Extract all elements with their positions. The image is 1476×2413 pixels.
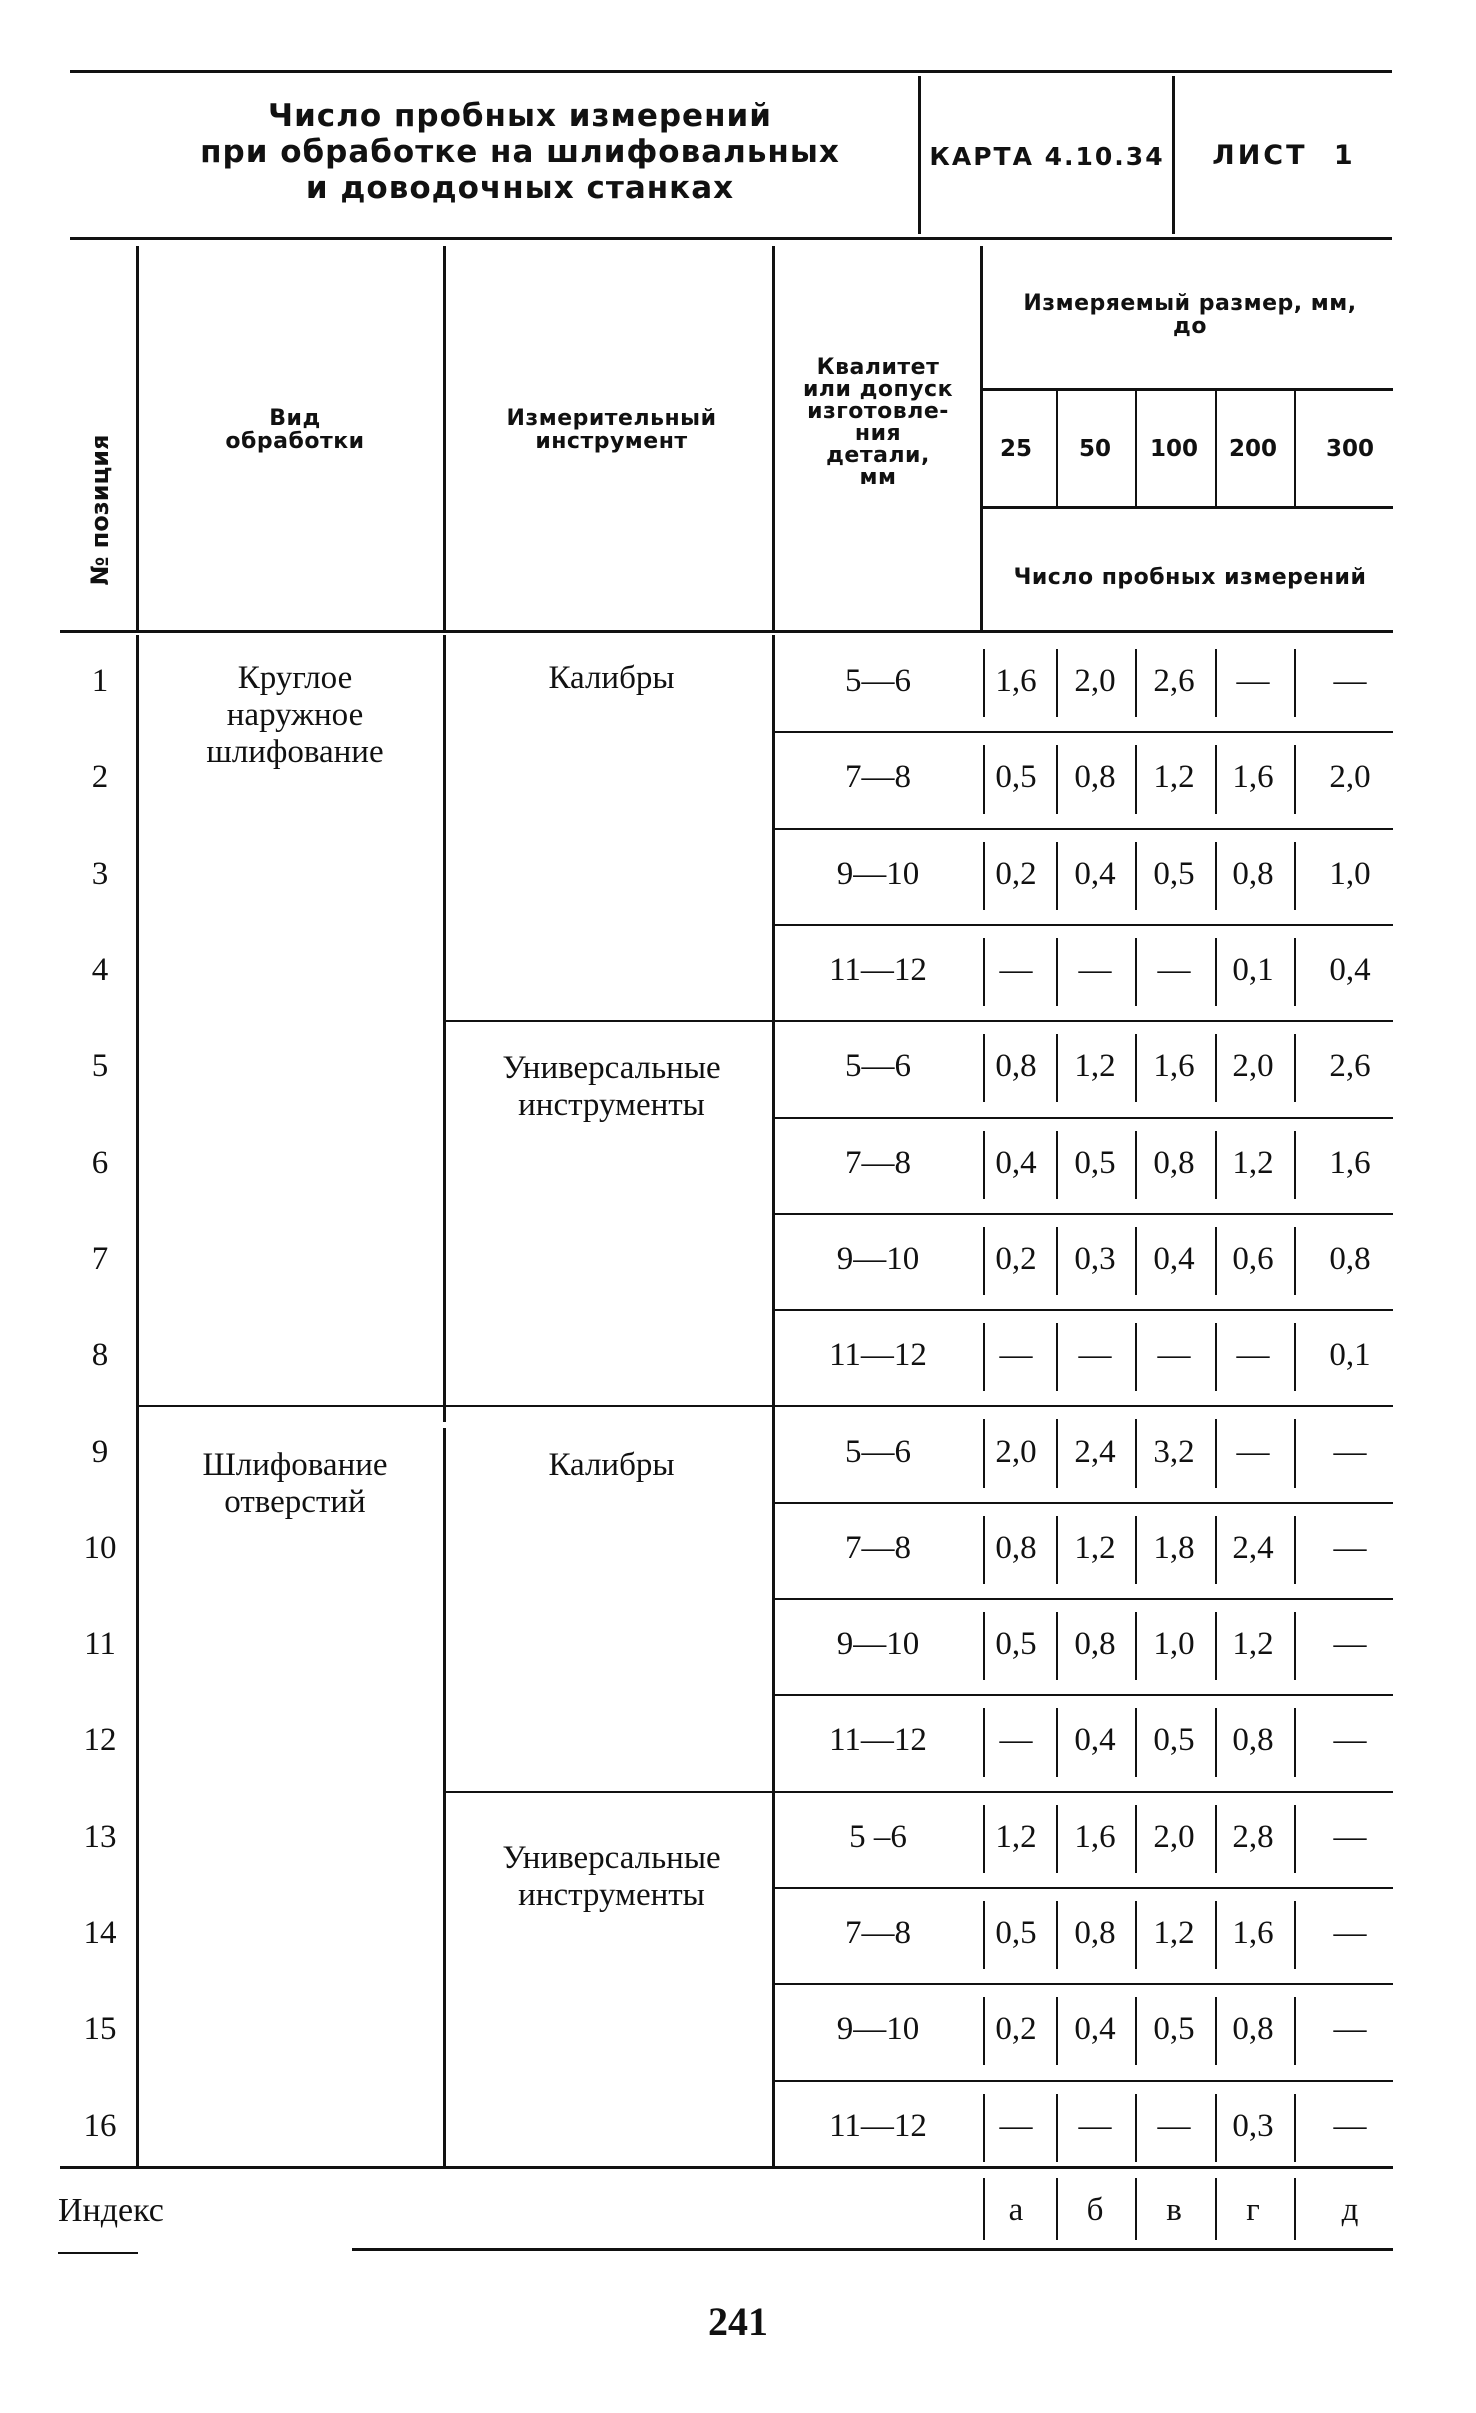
measurement-value: 1,6 bbox=[1232, 759, 1274, 796]
row-divider bbox=[775, 1983, 1393, 1985]
measurement-value: — bbox=[1157, 1337, 1191, 1374]
value-divider bbox=[1294, 1901, 1296, 1969]
header-line: обработки bbox=[225, 429, 365, 454]
measurement-value: — bbox=[1236, 1433, 1270, 1470]
index-divider bbox=[1135, 2178, 1137, 2240]
measurement-value: — bbox=[1333, 1818, 1367, 1855]
measurement-value: 1,2 bbox=[1153, 759, 1195, 796]
measurement-value: — bbox=[1157, 952, 1191, 989]
measurement-value: — bbox=[1236, 663, 1270, 700]
value-divider bbox=[1294, 842, 1296, 910]
measurement-value: 1,2 bbox=[1232, 1144, 1274, 1181]
index-letter: в bbox=[1166, 2192, 1182, 2228]
process-header bbox=[150, 407, 440, 453]
grade-value: 9—10 bbox=[836, 1240, 920, 1277]
measurement-value: 0,8 bbox=[1074, 1626, 1116, 1663]
measurement-value: 1,6 bbox=[1329, 1144, 1371, 1181]
value-divider bbox=[1294, 1708, 1296, 1776]
position-number: 11 bbox=[84, 1626, 116, 1663]
measurement-value: — bbox=[1078, 2107, 1112, 2144]
top-rule bbox=[70, 70, 1392, 73]
count-header: Число пробных измерений bbox=[1013, 565, 1367, 590]
measurement-value: 0,8 bbox=[995, 1048, 1037, 1085]
measurement-value: 0,4 bbox=[1074, 2011, 1116, 2048]
measurement-value: 1,0 bbox=[1153, 1626, 1195, 1663]
process-label bbox=[150, 660, 440, 771]
index-letter: а bbox=[1008, 2192, 1024, 2228]
process-line: Шлифование bbox=[202, 1447, 388, 1483]
header-line: Квалитет bbox=[816, 355, 940, 380]
size-header-divider bbox=[1215, 391, 1217, 506]
measurement-value: — bbox=[1157, 2107, 1191, 2144]
row-divider bbox=[775, 1309, 1393, 1311]
column-divider bbox=[980, 246, 983, 630]
measurement-value: 0,8 bbox=[1232, 2011, 1274, 2048]
index-divider bbox=[1056, 2178, 1058, 2240]
title-line: и доводочных станках bbox=[305, 170, 735, 206]
measurement-value: — bbox=[999, 1337, 1033, 1374]
measurement-value: — bbox=[1333, 1722, 1367, 1759]
row-divider bbox=[775, 2080, 1393, 2082]
measurement-value: — bbox=[1333, 1915, 1367, 1952]
measurement-value: 2,4 bbox=[1074, 1433, 1116, 1470]
row-divider bbox=[446, 1020, 1393, 1022]
header-line: Вид bbox=[269, 406, 321, 431]
row-divider bbox=[775, 924, 1393, 926]
row-divider bbox=[775, 1694, 1393, 1696]
measurement-value: 2,0 bbox=[1232, 1048, 1274, 1085]
table-bottom-rule bbox=[60, 2166, 1393, 2169]
row-divider bbox=[775, 1213, 1393, 1215]
process-label bbox=[150, 1447, 440, 1521]
measurement-value: 0,8 bbox=[1074, 759, 1116, 796]
measurement-value: — bbox=[1333, 1433, 1367, 1470]
header-divider bbox=[1172, 76, 1175, 234]
size-header-divider bbox=[1135, 391, 1137, 506]
value-divider bbox=[1294, 1419, 1296, 1487]
column-divider bbox=[772, 246, 775, 630]
measurement-value: 0,5 bbox=[1153, 1722, 1195, 1759]
measurement-value: 0,5 bbox=[1153, 855, 1195, 892]
measurement-value: — bbox=[1333, 1626, 1367, 1663]
header-divider bbox=[918, 76, 921, 234]
position-number: 4 bbox=[91, 952, 109, 989]
footer-bottom-rule bbox=[352, 2248, 1393, 2251]
title-line: при обработке на шлифовальных bbox=[200, 134, 840, 170]
grade-value: 9—10 bbox=[836, 855, 920, 892]
position-number: 15 bbox=[83, 2011, 117, 2048]
measurement-value: 0,8 bbox=[1329, 1240, 1371, 1277]
grade-value: 11—12 bbox=[829, 1722, 927, 1759]
grade-value: 7—8 bbox=[845, 759, 911, 796]
card-title bbox=[120, 98, 920, 206]
measurement-value: 0,2 bbox=[995, 855, 1037, 892]
instrument-label bbox=[449, 1050, 774, 1124]
measurement-value: 0,8 bbox=[1232, 1722, 1274, 1759]
value-divider bbox=[1294, 1612, 1296, 1680]
title-line: Число пробных измерений bbox=[268, 98, 772, 134]
header-line: или допуск bbox=[803, 377, 953, 402]
index-divider bbox=[1294, 2178, 1296, 2240]
size-group-header bbox=[985, 292, 1395, 338]
process-line: наружное bbox=[226, 697, 364, 733]
size-row-rule bbox=[983, 506, 1393, 509]
column-divider bbox=[136, 246, 139, 630]
measurement-value: 2,0 bbox=[1153, 1818, 1195, 1855]
measurement-value: 2,0 bbox=[1329, 759, 1371, 796]
row-divider bbox=[446, 1791, 1393, 1793]
page-number: 241 bbox=[708, 2299, 768, 2344]
index-divider bbox=[1215, 2178, 1217, 2240]
measurement-value: 0,6 bbox=[1232, 1240, 1274, 1277]
measurement-value: 1,2 bbox=[995, 1818, 1037, 1855]
header-line: инструмент bbox=[535, 429, 688, 454]
card-number: КАРТА 4.10.34 bbox=[929, 142, 1165, 171]
grade-value: 9—10 bbox=[836, 1626, 920, 1663]
position-number: 13 bbox=[83, 1818, 117, 1855]
measurement-value: — bbox=[1078, 1337, 1112, 1374]
measurement-value: 0,1 bbox=[1232, 952, 1274, 989]
size-header-divider bbox=[1294, 391, 1296, 506]
value-divider bbox=[1294, 2094, 1296, 2162]
position-number: 1 bbox=[91, 663, 109, 700]
instrument-label bbox=[449, 660, 774, 697]
row-divider bbox=[775, 1887, 1393, 1889]
size-header: 300 bbox=[1325, 436, 1374, 462]
position-number: 9 bbox=[91, 1433, 109, 1470]
position-number: 12 bbox=[83, 1722, 117, 1759]
row-divider bbox=[775, 1598, 1393, 1600]
measurement-value: — bbox=[999, 952, 1033, 989]
column-divider bbox=[443, 246, 446, 630]
header-line: Измерительный bbox=[506, 406, 717, 431]
measurement-value: 0,5 bbox=[995, 1626, 1037, 1663]
grade-value: 5—6 bbox=[845, 1433, 911, 1470]
value-divider bbox=[1294, 649, 1296, 717]
position-number: 5 bbox=[91, 1048, 109, 1085]
measurement-value: 0,4 bbox=[1074, 1722, 1116, 1759]
grade-value: 7—8 bbox=[845, 1144, 911, 1181]
size-header-divider bbox=[1056, 391, 1058, 506]
measurement-value: — bbox=[999, 2107, 1033, 2144]
measurement-value: 1,6 bbox=[1074, 1818, 1116, 1855]
measurement-value: 1,6 bbox=[1232, 1915, 1274, 1952]
position-number: 2 bbox=[91, 759, 109, 796]
grade-value: 11—12 bbox=[829, 952, 927, 989]
measurement-value: 2,8 bbox=[1232, 1818, 1274, 1855]
index-letter: б bbox=[1086, 2192, 1104, 2228]
position-number: 16 bbox=[83, 2107, 117, 2144]
measurement-value: 2,0 bbox=[1074, 663, 1116, 700]
row-divider bbox=[775, 1502, 1393, 1504]
size-header: 100 bbox=[1149, 436, 1198, 462]
measurement-value: 0,8 bbox=[1232, 855, 1274, 892]
size-header: 50 bbox=[1078, 436, 1111, 462]
measurement-value: 1,6 bbox=[1153, 1048, 1195, 1085]
instrument-header bbox=[449, 407, 774, 453]
measurement-value: 1,2 bbox=[1232, 1626, 1274, 1663]
value-divider bbox=[1294, 1516, 1296, 1584]
instrument-label bbox=[449, 1447, 774, 1484]
measurement-value: 0,8 bbox=[1153, 1144, 1195, 1181]
grade-value: 5 –6 bbox=[849, 1818, 907, 1855]
size-group-rule bbox=[983, 388, 1393, 391]
grade-value: 11—12 bbox=[829, 1337, 927, 1374]
measurement-value: 0,5 bbox=[995, 1915, 1037, 1952]
index-under-rule bbox=[58, 2252, 138, 2254]
header-line: мм bbox=[859, 465, 897, 490]
process-line: Круглое bbox=[237, 660, 353, 696]
measurement-value: 0,8 bbox=[1074, 1915, 1116, 1952]
measurement-value: 3,2 bbox=[1153, 1433, 1195, 1470]
measurement-value: 0,4 bbox=[995, 1144, 1037, 1181]
measurement-value: 0,5 bbox=[1153, 2011, 1195, 2048]
value-divider bbox=[1294, 1034, 1296, 1102]
index-letter: г bbox=[1246, 2192, 1260, 2228]
position-number: 10 bbox=[83, 1529, 117, 1566]
sheet-number: ЛИСТ 1 bbox=[1212, 140, 1356, 171]
measurement-value: 0,4 bbox=[1329, 952, 1371, 989]
header-line: до bbox=[1173, 314, 1207, 339]
measurement-value: 0,4 bbox=[1074, 855, 1116, 892]
measurement-value: 0,1 bbox=[1329, 1337, 1371, 1374]
row-divider bbox=[775, 731, 1393, 733]
measurement-value: — bbox=[1333, 1529, 1367, 1566]
measurement-value: 1,0 bbox=[1329, 855, 1371, 892]
value-divider bbox=[1294, 1997, 1296, 2065]
measurement-value: 0,5 bbox=[1074, 1144, 1116, 1181]
measurement-value: 2,6 bbox=[1329, 1048, 1371, 1085]
value-divider bbox=[1294, 745, 1296, 813]
position-header: № позиция bbox=[86, 434, 114, 586]
measurement-value: 1,2 bbox=[1074, 1529, 1116, 1566]
grade-value: 5—6 bbox=[845, 663, 911, 700]
header-line: детали, bbox=[826, 443, 930, 468]
measurement-value: 0,3 bbox=[1074, 1240, 1116, 1277]
measurement-value: 0,2 bbox=[995, 2011, 1037, 2048]
index-letter: д bbox=[1341, 2192, 1359, 2228]
grade-value: 9—10 bbox=[836, 2011, 920, 2048]
measurement-value: 0,4 bbox=[1153, 1240, 1195, 1277]
column-divider bbox=[443, 1428, 446, 2166]
measurement-value: 0,5 bbox=[995, 759, 1037, 796]
instrument-line: инструменты bbox=[518, 1087, 705, 1123]
measurement-value: — bbox=[1333, 663, 1367, 700]
grade-value: 5—6 bbox=[845, 1048, 911, 1085]
process-line: шлифование bbox=[206, 734, 384, 770]
column-divider bbox=[136, 635, 139, 2166]
value-divider bbox=[1294, 1227, 1296, 1295]
value-divider bbox=[1294, 1805, 1296, 1873]
row-divider bbox=[775, 1117, 1393, 1119]
measurement-value: 1,6 bbox=[995, 663, 1037, 700]
instrument-line: Калибры bbox=[548, 660, 675, 696]
measurement-value: 2,0 bbox=[995, 1433, 1037, 1470]
measurement-value: — bbox=[1078, 952, 1112, 989]
measurement-value: 1,2 bbox=[1074, 1048, 1116, 1085]
value-divider bbox=[1294, 1131, 1296, 1199]
index-divider bbox=[983, 2178, 985, 2240]
grade-value: 7—8 bbox=[845, 1915, 911, 1952]
instrument-line: Универсальные bbox=[502, 1050, 721, 1086]
measurement-value: 2,4 bbox=[1232, 1529, 1274, 1566]
position-number: 14 bbox=[83, 1915, 117, 1952]
size-header: 200 bbox=[1228, 436, 1277, 462]
measurement-value: — bbox=[1333, 2107, 1367, 2144]
instrument-line: инструменты bbox=[518, 1877, 705, 1913]
measurement-value: 0,2 bbox=[995, 1240, 1037, 1277]
grade-value: 7—8 bbox=[845, 1529, 911, 1566]
position-number: 7 bbox=[91, 1240, 109, 1277]
measurement-value: 0,3 bbox=[1232, 2107, 1274, 2144]
measurement-value: 1,8 bbox=[1153, 1529, 1195, 1566]
size-header: 25 bbox=[999, 436, 1032, 462]
column-divider bbox=[772, 635, 775, 2166]
header-line: ния bbox=[854, 421, 902, 446]
header-line: изготовле- bbox=[807, 399, 949, 424]
instrument-line: Калибры bbox=[548, 1447, 675, 1483]
instrument-label bbox=[449, 1840, 774, 1914]
position-number: 6 bbox=[91, 1144, 109, 1181]
column-divider bbox=[443, 635, 446, 1422]
row-divider bbox=[775, 828, 1393, 830]
instrument-line: Универсальные bbox=[502, 1840, 721, 1876]
measurement-value: 0,8 bbox=[995, 1529, 1037, 1566]
measurement-value: — bbox=[1333, 2011, 1367, 2048]
measurement-value: — bbox=[999, 1722, 1033, 1759]
header-bottom-rule bbox=[70, 237, 1392, 240]
position-number: 3 bbox=[91, 855, 109, 892]
value-divider bbox=[1294, 1323, 1296, 1391]
grade-value: 11—12 bbox=[829, 2107, 927, 2144]
measurement-value: — bbox=[1236, 1337, 1270, 1374]
index-label: Индекс bbox=[58, 2192, 164, 2229]
grade-header bbox=[778, 357, 978, 489]
row-divider bbox=[139, 1405, 1393, 1407]
position-number: 8 bbox=[91, 1337, 109, 1374]
table-header-bottom-rule bbox=[60, 630, 1393, 633]
header-line: Измеряемый размер, мм, bbox=[1023, 291, 1357, 316]
process-line: отверстий bbox=[224, 1484, 366, 1520]
measurement-value: 2,6 bbox=[1153, 663, 1195, 700]
value-divider bbox=[1294, 938, 1296, 1006]
measurement-value: 1,2 bbox=[1153, 1915, 1195, 1952]
